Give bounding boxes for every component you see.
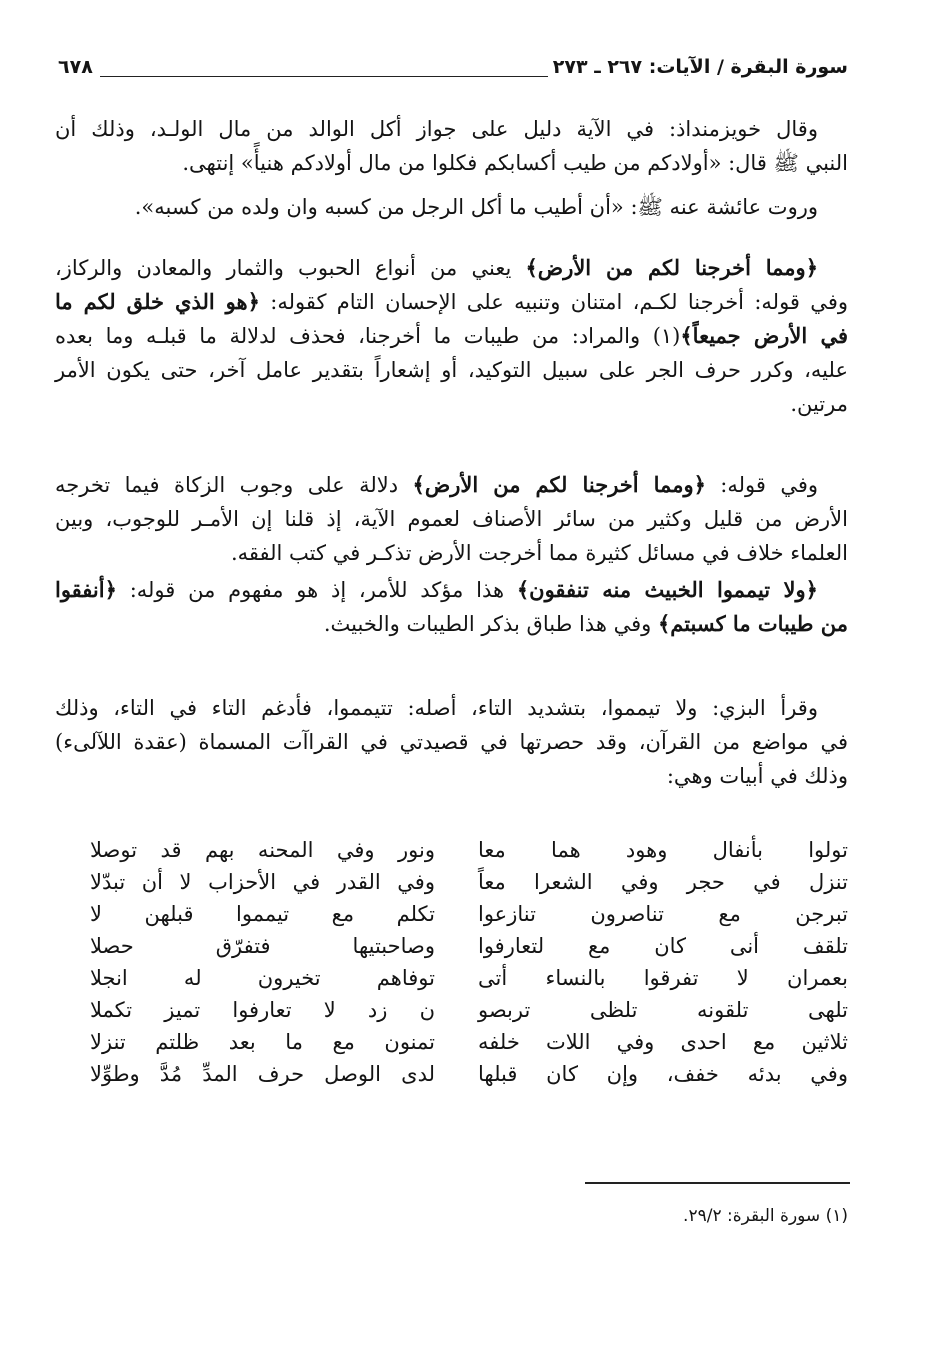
quran-quote: ﴿هو الذي خلق لكم ما [55, 289, 260, 314]
poem-verse [90, 834, 848, 866]
poem-verse [90, 1058, 848, 1090]
second-hemistich: وفي القدر في الأحزاب لا أن تبدّلا [90, 870, 435, 894]
text-segment: في مواضع من القرآن، وقد حصرتها في قصيدتي في القراآت المسماة (عقدة اللآلىء) [55, 730, 848, 754]
text-line [55, 759, 848, 793]
second-hemistich: لدى الوصل حرف المدِّ مُدَّ وطوِّلا [90, 1062, 435, 1086]
paragraph [55, 112, 848, 180]
second-hemistich: وصاحبتيها فتفرّق حصلا [90, 934, 435, 958]
text-line [55, 251, 848, 285]
text-line [55, 536, 848, 570]
text-line [55, 573, 848, 607]
text-line [55, 387, 848, 421]
text-segment: وروت عائشة عنه ﷺ: «أن أطيب ما أكل الرجل من كسبه وان ولده من كسبه». [134, 195, 818, 219]
text-line [55, 353, 848, 387]
text-line [55, 112, 848, 146]
second-hemistich: ن زد لا تعارفوا تميز تكملا [90, 998, 435, 1022]
first-hemistich: تولوا بأنفال وهود هما معا [478, 838, 848, 862]
paragraph [55, 468, 848, 570]
text-line [55, 285, 848, 319]
running-title: سورة البقرة / الآيات: ٢٦٧ ـ ٢٧٣ [552, 56, 848, 78]
poem-verse [90, 930, 848, 962]
quran-quote: من طيبات ما كسبتم﴾ [657, 611, 848, 636]
poem-verse [90, 1026, 848, 1058]
footnote: (١) سورة البقرة: ٢٩/٢. [683, 1206, 848, 1226]
quran-quote: في الأرض جميعاً﴾ [680, 323, 848, 348]
quran-quote: ﴿ومما أخرجنا لكم من الأرض﴾ [525, 255, 818, 280]
text-segment: وذلك في أبيات وهي: [666, 764, 848, 788]
text-segment: وفي قوله: أخرجنا لكـم، امتنان وتنبيه على الإحسان التام كقوله: [259, 290, 848, 314]
first-hemistich: تلقف أنى كان مع لتعارفوا [478, 934, 848, 958]
second-hemistich: توفاهم تخيرون له انجلا [90, 966, 435, 990]
text-segment: وقال خويزمنداذ: في الآية دليل على جواز أكل الوالد من مال الولـد، وذلك أن [55, 117, 818, 141]
quran-quote: ﴿ولا تيمموا الخبيث منه تنفقون﴾ [516, 577, 818, 602]
text-segment: دلالة على وجوب الزكاة فيما تخرجه [55, 473, 413, 497]
text-line [55, 468, 848, 502]
text-segment: هذا مؤكد للأمر، إذ هو مفهوم من قوله: [116, 578, 517, 602]
text-line [55, 502, 848, 536]
text-line [55, 607, 848, 641]
paragraph [55, 573, 848, 641]
text-segment: وقرأ البزي: ولا تيمموا، بتشديد التاء، أصله: تتيمموا، فأدغم التاء في التاء، وذلك [55, 696, 818, 720]
paragraph [55, 251, 848, 421]
first-hemistich: وفي بدئه خفف، وإن كان قبلها [478, 1062, 848, 1086]
text-segment: العلماء خلاف في مسائل كثيرة مما أخرجت الأرض تذكـر في كتب الفقه. [230, 541, 848, 565]
text-line [55, 146, 848, 180]
text-line [55, 319, 848, 353]
text-segment: النبي ﷺ قال: «أولادكم من طيب أكسابكم فكلوا من مال أولادكم هنيأً» إنتهى. [182, 151, 848, 175]
poem-verse [90, 898, 848, 930]
second-hemistich: ونور وفي المحنه بهم قد توصلا [90, 838, 435, 862]
first-hemistich: تنزل في حجر وفي الشعرا معاً [478, 870, 848, 894]
quran-quote: ﴿أنفقوا [55, 577, 117, 602]
running-header [58, 56, 848, 82]
header-rule [100, 76, 548, 77]
paragraph [55, 691, 848, 793]
second-hemistich: تكلم مع تيمموا قبلهن لا [90, 902, 435, 926]
first-hemistich: بعمران لا تفرقوا بالنساء أتى [478, 966, 848, 990]
text-segment: وفي هذا طباق بذكر الطيبات والخبيث. [323, 612, 658, 636]
second-hemistich: تمنون مع ما بعد ظلتم تنزلا [90, 1030, 435, 1054]
paragraph [55, 190, 848, 224]
footnote-rule [585, 1182, 850, 1184]
page-number: ٦٧٨ [58, 56, 93, 78]
text-segment: وفي قوله: [705, 473, 819, 497]
poem-verse [90, 994, 848, 1026]
text-segment: (١) والمراد: من طيبات ما أخرجنا، فحذف لدلالة ما قبلـه وما بعده [55, 324, 681, 348]
first-hemistich: ثلاثين مع احدى وفي اللات خلفه [478, 1030, 848, 1054]
poem-verse [90, 866, 848, 898]
quran-quote: ﴿ومما أخرجنا لكم من الأرض﴾ [412, 472, 706, 497]
text-segment: مرتين. [790, 392, 848, 416]
poem [90, 834, 848, 1090]
text-segment: الأرض من قليل وكثير من سائر الأصناف لعموم الآية، إذ قلنا إن الأمـر للوجوب، وبين [55, 507, 848, 531]
first-hemistich: تبرجن مع تناصرون تنازعوا [478, 902, 848, 926]
poem-verse [90, 962, 848, 994]
text-line [55, 725, 848, 759]
text-segment: عليه، وكرر حرف الجر على سبيل التوكيد، أو إشعاراً بتقدير عامل آخر، حتى يكون الأمر [55, 358, 848, 382]
text-line [55, 691, 848, 725]
first-hemistich: تلهى تلقونه تلظى تربصو [478, 998, 848, 1022]
text-segment: يعني من أنواع الحبوب والثمار والمعادن والركاز، [55, 256, 526, 280]
text-line [55, 190, 848, 224]
